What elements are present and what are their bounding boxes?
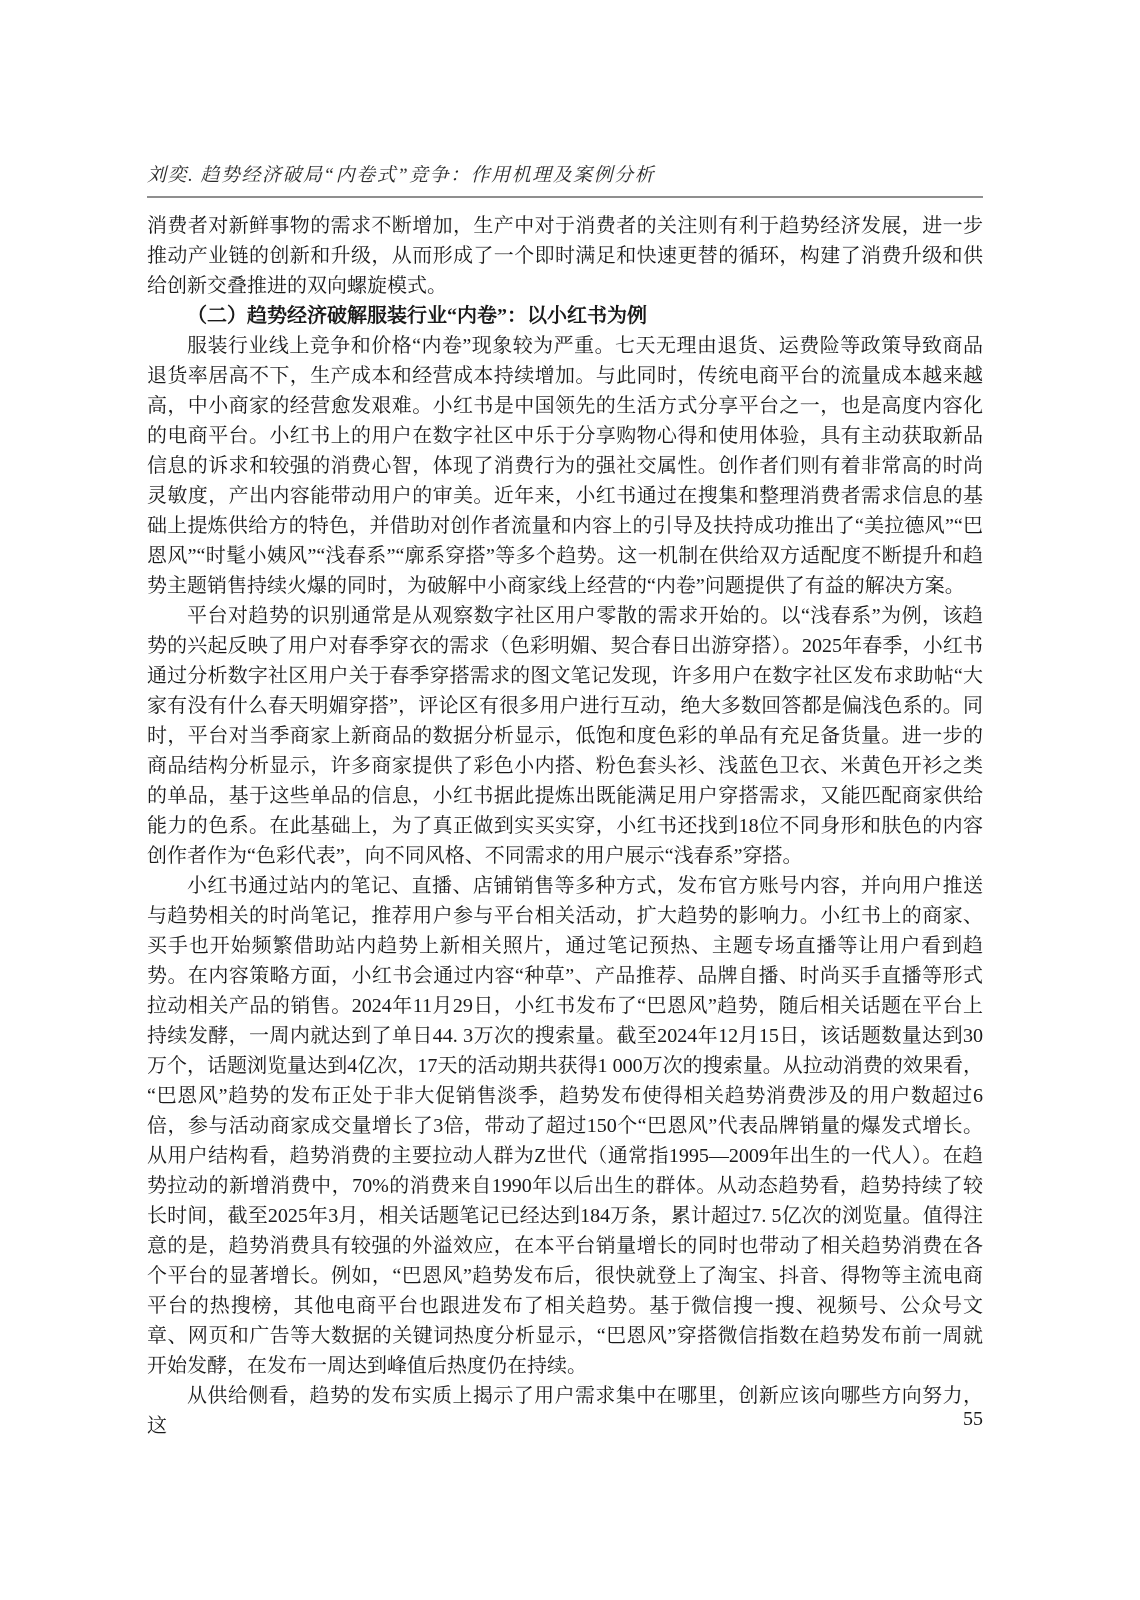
paragraph-promotion: 小红书通过站内的笔记、直播、店铺销售等多种方式，发布官方账号内容，并向用户推送与趋势相关的时尚笔记，推荐用户参与平台相关活动，扩大趋势的影响力。小红书上的商家、买手也开始频繁借助站内趋势上新相关照片，通过笔记预热、主题专场直播等让用户看到趋势。在内容策略方面，小红书会通过内容“种草”、产品推荐、品牌自播、时尚买手直播等形式拉动相关产品的销售。2024年11月29日，小红书发布了“巴恩风”趋势，随后相关话题在平台上持续发酵，一周内就达到了单日44. 3万次的搜索量。截至2024年12月15日，该话题数量达到30万个，话题浏览量达到4亿次，17天的活动期共获得1 000万次的搜索量。从拉动消费的效果看，“巴恩风”趋势的发布正处于非大促销售淡季，趋势发布使得相关趋势消费涉及的用户数超过6倍，参与活动商家成交量增长了3倍，带动了超过150个“巴恩风”代表品牌销量的爆发式增长。从用户结构看，趋势消费的主要拉动人群为Z世代（通常指1995—2009年出生的一代人）。在趋势拉动的新增消费中，70%的消费来自1990年以后出生的群体。从动态趋势看，趋势持续了较长时间，截至2025年3月，相关话题笔记已经达到184万条，累计超过7. 5亿次的浏览量。值得注意的是，趋势消费具有较强的外溢效应，在本平台销量增长的同时也带动了相关趋势消费在各个平台的显著增长。例如，“巴恩风”趋势发布后，很快就登上了淘宝、抖音、得物等主流电商平台的热搜榜，其他电商平台也跟进发布了相关趋势。基于微信搜一搜、视频号、公众号文章、网页和广告等大数据的关键词热度分析显示，“巴恩风”穿搭微信指数在趋势发布前一周就开始发酵，在发布一周达到峰值后热度仍在持续。 xyxy=(147,875,983,1377)
page-number: 55 xyxy=(963,1408,983,1430)
article-body xyxy=(147,211,983,1441)
section-heading: （二）趋势经济破解服装行业“内卷”：以小红书为例 xyxy=(187,305,647,327)
paragraph-industry: 服装行业线上竞争和价格“内卷”现象较为严重。七天无理由退货、运费险等政策导致商品退货率居高不下，生产成本和经营成本持续增加。与此同时，传统电商平台的流量成本越来越高，中小商家的经营愈发艰难。小红书是中国领先的生活方式分享平台之一，也是高度内容化的电商平台。小红书上的用户在数字社区中乐于分享购物心得和使用体验，具有主动获取新品信息的诉求和较强的消费心智，体现了消费行为的强社交属性。创作者们则有着非常高的时尚灵敏度，产出内容能带动用户的审美。近年来，小红书通过在搜集和整理消费者需求信息的基础上提炼供给方的特色，并借助对创作者流量和内容上的引导及扶持成功推出了“美拉德风”“巴恩风”“时髦小姨风”“浅春系”“廓系穿搭”等多个趋势。这一机制在供给双方适配度不断提升和趋势主题销售持续火爆的同时，为破解中小商家线上经营的“内卷”问题提供了有益的解决方案。 xyxy=(147,335,983,597)
running-header xyxy=(147,160,983,198)
content-column xyxy=(147,160,983,1441)
paragraph-trend-identify: 平台对趋势的识别通常是从观察数字社区用户零散的需求开始的。以“浅春系”为例，该趋势的兴起反映了用户对春季穿衣的需求（色彩明媚、契合春日出游穿搭）。2025年春季，小红书通过分析数字社区用户关于春季穿搭需求的图文笔记发现，许多用户在数字社区发布求助帖“大家有没有什么春天明媚穿搭”，评论区有很多用户进行互动，绝大多数回答都是偏浅色系的。同时，平台对当季商家上新商品的数据分析显示，低饱和度色彩的单品有充足备货量。进一步的商品结构分析显示，许多商家提供了彩色小内搭、粉色套头衫、浅蓝色卫衣、米黄色开衫之类的单品，基于这些单品的信息，小红书据此提炼出既能满足用户穿搭需求，又能匹配商家供给能力的色系。在此基础上，为了真正做到实买实穿，小红书还找到18位不同身形和肤色的内容创作者作为“色彩代表”，向不同风格、不同需求的用户展示“浅春系”穿搭。 xyxy=(147,605,983,867)
paragraph-supply-side: 从供给侧看，趋势的发布实质上揭示了用户需求集中在哪里，创新应该向哪些方向努力，这 xyxy=(147,1385,983,1437)
running-header-text: 刘奕. 趋势经济破局“内卷式”竞争：作用机理及案例分析 xyxy=(147,165,656,186)
paragraph-continuation: 消费者对新鲜事物的需求不断增加，生产中对于消费者的关注则有利于趋势经济发展，进一步推动产业链的创新和升级，从而形成了一个即时满足和快速更替的循环，构建了消费升级和供给创新交叠推进的双向螺旋模式。 xyxy=(147,215,983,297)
